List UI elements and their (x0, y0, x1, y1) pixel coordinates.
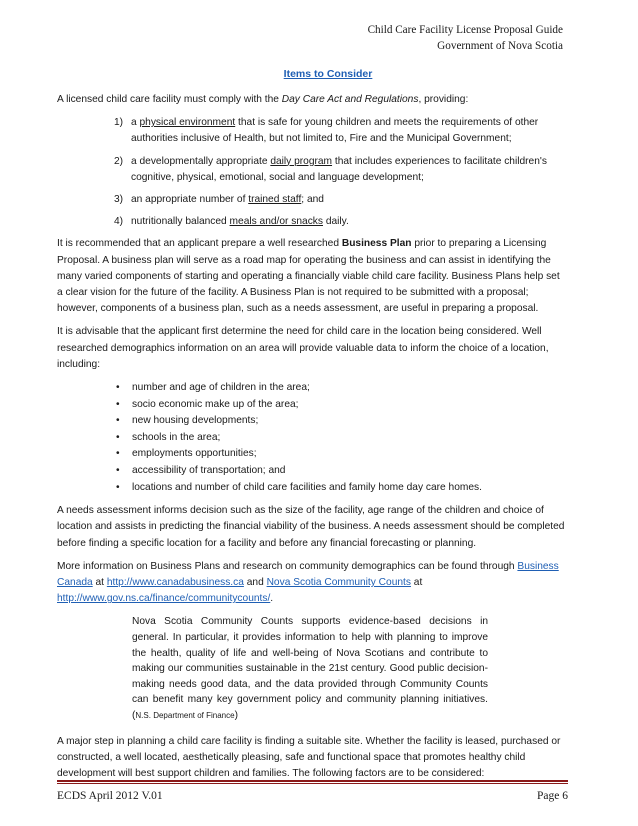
page-number: Page 6 (537, 790, 568, 802)
list-item-text: locations and number of child care facilities and family home day care homes. (132, 481, 482, 493)
list-item-text: number and age of children in the area; (132, 382, 310, 394)
list-item (57, 413, 568, 430)
list-item-text: employments opportunities; (132, 448, 257, 460)
bullet-icon: • (116, 481, 120, 493)
bullet-icon: • (116, 382, 120, 394)
requirement-number: 4) (114, 216, 124, 228)
intro-paragraph (57, 92, 568, 108)
intro-text-end: , providing: (418, 94, 469, 105)
requirement-item (57, 115, 568, 147)
needs-assessment-paragraph: A needs assessment informs decision such as the size of the facility, age range of the children and choice of location and assists in predicting the financial viability of the business. A needs assessment should be completed before finding a specific location for a facility and before any financial forecasting or planning. (57, 505, 565, 549)
footer-divider-thin (57, 783, 568, 784)
more-info-text: and (243, 577, 267, 589)
business-plan-text: It is recommended that an applicant prepare a well researched (57, 238, 342, 250)
bullet-icon: • (116, 448, 120, 460)
requirement-item (57, 192, 568, 208)
requirement-text: nutritionally balanced (131, 216, 230, 228)
list-item-text: schools in the area; (132, 431, 221, 443)
business-plan-text-rest: prior to preparing a Licensing Proposal. A business plan will serve as a road map for operating the business and can assist in identifying the many varied components of starting and operating a financially viable child care facility. Business Plans help set a clear vision for the future of the facility. A Business Plan is not required to be submitted with a proposal; however, components of a business plan, such as a needs assessment, are useful in preparing a proposal. (57, 238, 560, 315)
more-info-text: . (270, 593, 274, 605)
header-government: Government of Nova Scotia (437, 40, 563, 52)
list-item-text: accessibility of transportation; and (132, 465, 286, 477)
document-body (57, 92, 568, 789)
business-canada-link[interactable]: Business Canada (57, 560, 559, 589)
requirement-text: that is safe for young children and meets the requirements of other authorities inclusive of Health, but not limited to, Fire and the Municipal Government; (131, 117, 539, 145)
bullet-icon: • (116, 431, 120, 443)
intro-text: A licensed child care facility must comply with the (57, 94, 282, 105)
quote-text: Nova Scotia Community Counts supports evidence-based decisions in general. In particular, it provides information to help with planning to improve the health, quality of life and well-being of Nova Scotians and contribute to making our communities sustainable in the 21st century. Good public decision-making needs good data, and the data provided through Community Counts can benefit many key government policy and community planning initiatives. ( (132, 616, 488, 721)
requirement-keyword: meals and/or snacks (229, 216, 323, 228)
list-item-text: socio economic make up of the area; (132, 398, 299, 410)
bullet-icon: • (116, 465, 120, 477)
requirement-text: ; and (301, 194, 324, 206)
community-counts-quote (132, 614, 488, 723)
requirement-text: a developmentally appropriate (131, 155, 271, 167)
requirement-keyword: daily program (270, 155, 333, 167)
quote-close: ) (234, 709, 238, 721)
more-info-text: More information on Business Plans and research on community demographics can be found through (57, 560, 518, 572)
canadabusiness-url-link[interactable]: http://www.canadabusiness.ca (106, 577, 244, 589)
requirement-keyword: physical environment (139, 117, 236, 129)
demographics-paragraph: It is advisable that the applicant first determine the need for child care in the location being considered. Well researched demographics information on an area will provide valuable data to inform the choice of a location, including: (57, 326, 549, 370)
more-info-text: at (92, 577, 107, 589)
quote-source: N.S. Department of Finance (135, 710, 235, 720)
list-item (57, 380, 568, 397)
requirement-number: 1) (114, 117, 124, 129)
requirements-list (57, 115, 568, 230)
header-guide-title: Child Care Facility License Proposal Guide (367, 24, 563, 36)
business-plan-paragraph (57, 236, 568, 317)
list-item-text: new housing developments; (132, 415, 259, 427)
list-item (57, 430, 568, 447)
requirement-number: 2) (114, 155, 124, 167)
demographics-list (57, 380, 568, 496)
more-info-paragraph (57, 559, 568, 608)
community-counts-link[interactable]: Nova Scotia Community Counts (266, 577, 411, 589)
requirement-text: an appropriate number of (131, 194, 249, 206)
section-heading: Items to Consider (283, 68, 373, 80)
list-item (57, 446, 568, 463)
bullet-icon: • (116, 398, 120, 410)
requirement-item (57, 154, 568, 186)
spacer (57, 724, 568, 734)
bullet-icon: • (116, 415, 120, 427)
footer-divider (57, 780, 568, 782)
site-selection-paragraph: A major step in planning a child care facility is finding a suitable site. Whether the facility is leased, purchased or constructed, a well located, aesthetically pleasing, safe and functional space that promotes healthy child development will best support children and families. The following factors are to be considered: (57, 735, 561, 779)
list-item (57, 463, 568, 480)
requirement-keyword: trained staff (248, 194, 302, 206)
footer-version: ECDS April 2012 V.01 (57, 790, 163, 802)
list-item (57, 397, 568, 414)
requirement-text: that includes experiences to facilitate children's cognitive, physical, emotional, social and language development; (131, 155, 547, 183)
community-counts-url-link[interactable]: http://www.gov.ns.ca/finance/communitycounts/ (57, 593, 271, 605)
business-plan-term: Business Plan (341, 238, 412, 250)
requirement-number: 3) (114, 194, 124, 206)
requirement-text: a (131, 117, 140, 129)
list-item (57, 480, 568, 497)
more-info-text: at (410, 577, 423, 589)
page-header (368, 22, 563, 54)
act-title: Day Care Act and Regulations (281, 94, 419, 105)
requirement-item (57, 214, 568, 230)
requirement-text: daily. (322, 216, 349, 228)
